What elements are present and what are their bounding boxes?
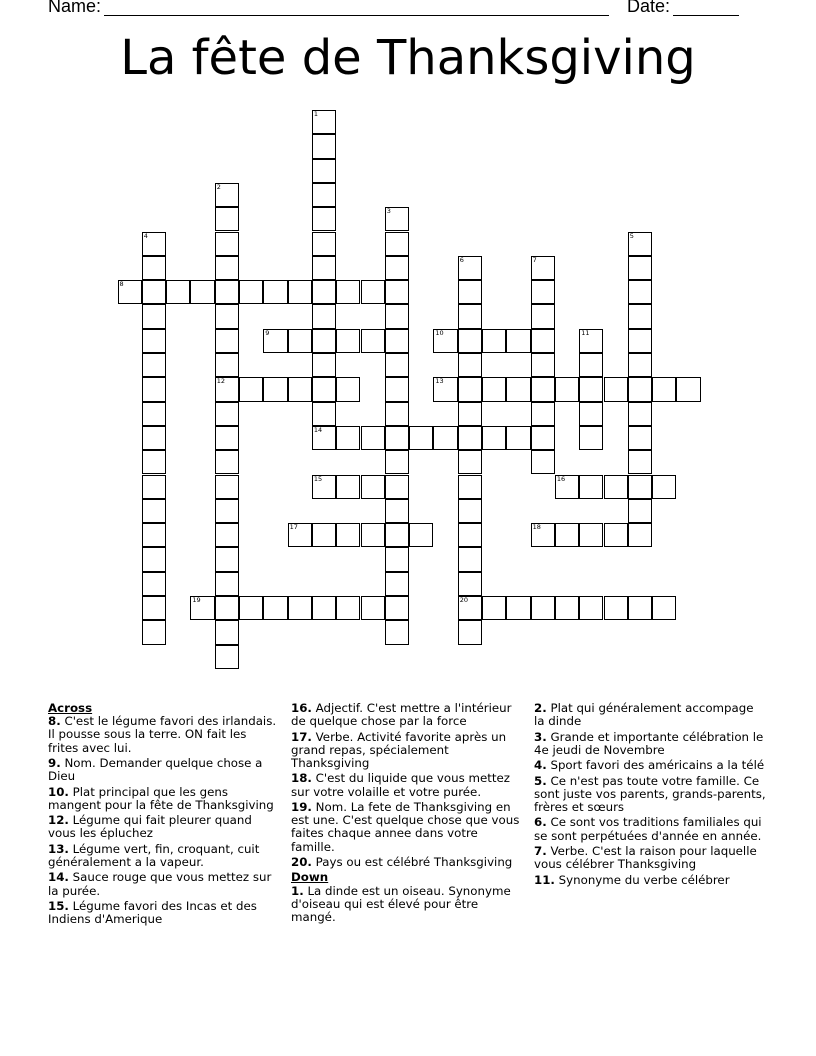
grid-cell[interactable] [579,523,603,547]
grid-cell[interactable] [579,596,603,620]
grid-cell[interactable] [385,523,409,547]
grid-cell[interactable] [531,280,555,304]
grid-cell[interactable] [312,110,336,134]
clue-text: Nom. La fete de Thanksgiving en est une. C'est quelque chose que vous faites chaque annee dans votre famille. [291,799,520,854]
grid-cell[interactable] [458,377,482,401]
clue-number-label: 2 [216,182,221,191]
clue-number: 13. [48,841,69,856]
grid-cell[interactable] [628,596,652,620]
grid-cell[interactable] [458,280,482,304]
clue-down [534,845,766,871]
grid-cell[interactable] [312,523,336,547]
clue-down [534,731,766,757]
grid-cell[interactable] [531,353,555,377]
grid-cell[interactable] [142,620,166,644]
clue-number-label: 11 [581,328,590,337]
clue-text: Sport favori des américains a la télé [546,758,765,773]
grid-cell[interactable] [458,304,482,328]
grid-cell[interactable] [312,232,336,256]
grid-cell[interactable] [288,523,312,547]
grid-cell[interactable] [628,499,652,523]
grid-cell[interactable] [531,377,555,401]
down-heading: Down [291,870,329,885]
grid-cell[interactable] [215,232,239,256]
clue-number-label: 18 [532,523,541,532]
clue-across [48,900,280,926]
clue-down [534,775,766,815]
clue-number: 4. [534,758,547,773]
grid-cell[interactable] [336,475,360,499]
clue-number: 6. [534,815,547,830]
grid-cell[interactable] [215,304,239,328]
clue-across [48,843,280,869]
grid-cell[interactable] [142,304,166,328]
grid-cell[interactable] [385,329,409,353]
clue-number-label: 12 [216,377,225,386]
grid-cell[interactable] [385,547,409,571]
grid-cell[interactable] [482,329,506,353]
grid-cell[interactable] [312,329,336,353]
grid-cell[interactable] [312,426,336,450]
clue-across [48,715,280,755]
grid-cell[interactable] [385,475,409,499]
clue-text: Synonyme du verbe célébrer [554,872,730,887]
grid-cell[interactable] [312,475,336,499]
clue-text: Verbe. Activité favorite après un grand repas, spécialement Thanksgiving [291,729,507,770]
clue-number: 19. [291,799,312,814]
clue-across [48,757,280,783]
grid-cell[interactable] [190,596,214,620]
clue-number: 15. [48,898,69,913]
grid-cell[interactable] [385,572,409,596]
grid-cell[interactable] [531,450,555,474]
clue-text: Grande et importante célébration le 4e jeudi de Novembre [534,729,764,757]
grid-cell[interactable] [239,377,263,401]
grid-cell[interactable] [433,426,457,450]
grid-cell[interactable] [458,523,482,547]
clue-number: 8. [48,714,61,729]
clue-number-label: 6 [459,255,464,264]
grid-cell[interactable] [142,596,166,620]
clue-text: Ce sont vos traditions familiales qui se sont perpétuées d'année en année. [534,815,762,843]
grid-cell[interactable] [142,523,166,547]
grid-cell[interactable] [385,377,409,401]
clue-down [534,816,766,842]
grid-cell[interactable] [215,329,239,353]
clue-number-label: 17 [289,523,298,532]
clue-number-label: 19 [192,596,201,604]
grid-cell[interactable] [190,280,214,304]
grid-cell[interactable] [215,256,239,280]
clue-number: 10. [48,784,69,799]
grid-cell[interactable] [458,475,482,499]
grid-cell[interactable] [628,402,652,426]
grid-cell[interactable] [628,523,652,547]
clue-number-label: 4 [143,231,148,240]
grid-cell[interactable] [142,377,166,401]
clue-number: 20. [291,854,312,869]
clue-down [534,874,766,887]
grid-cell[interactable] [385,280,409,304]
grid-cell[interactable] [628,450,652,474]
grid-cell[interactable] [312,134,336,158]
clue-number: 11. [534,872,555,887]
clues-column-2 [291,702,523,926]
clue-number: 1. [291,883,304,898]
grid-cell[interactable] [215,499,239,523]
grid-cell[interactable] [579,353,603,377]
grid-cell[interactable] [628,329,652,353]
clue-number-label: 9 [265,328,270,337]
grid-cell[interactable] [579,377,603,401]
grid-cell[interactable] [458,620,482,644]
grid-cell[interactable] [458,450,482,474]
grid-cell[interactable] [555,475,579,499]
grid-cell[interactable] [215,596,239,620]
clue-across [291,702,523,728]
grid-cell[interactable] [531,596,555,620]
grid-cell[interactable] [288,596,312,620]
grid-cell[interactable] [385,426,409,450]
grid-cell[interactable] [288,329,312,353]
grid-cell[interactable] [604,475,628,499]
grid-cell[interactable] [531,329,555,353]
grid-cell[interactable] [142,232,166,256]
clue-across [291,801,523,854]
grid-cell[interactable] [604,377,628,401]
grid-cell[interactable] [361,329,385,353]
grid-cell[interactable] [312,256,336,280]
grid-cell[interactable] [336,596,360,620]
grid-cell[interactable] [385,207,409,231]
grid-cell[interactable] [142,475,166,499]
grid-cell[interactable] [215,280,239,304]
grid-cell[interactable] [215,475,239,499]
grid-cell[interactable] [579,329,603,353]
grid-cell[interactable] [555,377,579,401]
grid-cell[interactable] [628,280,652,304]
grid-cell[interactable] [336,426,360,450]
grid-cell[interactable] [531,426,555,450]
clue-text: C'est le légume favori des irlandais. Il pousse sous la terre. ON fait les frites avec lui. [48,714,277,755]
clue-text: Plat principal que les gens mangent pour la fête de Thanksgiving [48,784,274,812]
grid-cell[interactable] [385,304,409,328]
clue-text: Nom. Demander quelque chose a Dieu [48,756,263,784]
grid-cell[interactable] [531,304,555,328]
clue-number-label: 16 [556,474,566,483]
date-label: Date: [627,0,671,16]
clue-across [48,786,280,812]
grid-cell[interactable] [506,329,530,353]
grid-cell[interactable] [142,329,166,353]
grid-cell[interactable] [361,523,385,547]
grid-cell[interactable] [142,402,166,426]
grid-cell[interactable] [215,645,239,669]
grid-cell[interactable] [361,426,385,450]
grid-cell[interactable] [628,426,652,450]
grid-cell[interactable] [385,232,409,256]
grid-cell[interactable] [385,620,409,644]
grid-cell[interactable] [215,620,239,644]
grid-cell[interactable] [215,523,239,547]
grid-cell[interactable] [652,596,676,620]
grid-cell[interactable] [628,232,652,256]
clue-text: Légume favori des Incas et des Indiens d'Amerique [48,898,257,927]
grid-cell[interactable] [361,596,385,620]
grid-cell[interactable] [385,499,409,523]
grid-cell[interactable] [215,450,239,474]
grid-cell[interactable] [385,596,409,620]
grid-cell[interactable] [215,207,239,231]
grid-cell[interactable] [604,596,628,620]
clue-number-label: 13 [435,377,444,386]
grid-cell[interactable] [409,523,433,547]
grid-cell[interactable] [312,183,336,207]
grid-cell[interactable] [458,499,482,523]
clue-number: 7. [534,843,547,858]
clue-number-label: 20 [459,596,468,604]
clue-number: 3. [534,729,547,744]
grid-cell[interactable] [288,377,312,401]
clue-text: Légume vert, fin, croquant, cuit généralement a la vapeur. [48,841,260,869]
grid-cell[interactable] [142,572,166,596]
clue-text: Sauce rouge que vous mettez sur la purée. [48,870,272,898]
grid-cell[interactable] [215,572,239,596]
grid-cell[interactable] [458,329,482,353]
grid-cell[interactable] [361,280,385,304]
grid-cell[interactable] [506,596,530,620]
clue-number: 9. [48,756,61,770]
clue-number-label: 15 [313,474,323,483]
clue-across [291,731,523,771]
grid-cell[interactable] [676,377,700,401]
grid-cell[interactable] [555,596,579,620]
grid-cell[interactable] [482,596,506,620]
clue-number: 14. [48,870,69,885]
grid-cell[interactable] [312,596,336,620]
clue-across [48,871,280,897]
grid-cell[interactable] [215,402,239,426]
grid-cell[interactable] [506,426,530,450]
grid-cell[interactable] [263,596,287,620]
grid-cell[interactable] [312,159,336,183]
grid-cell[interactable] [385,353,409,377]
grid-cell[interactable] [385,402,409,426]
grid-cell[interactable] [652,377,676,401]
grid-cell[interactable] [482,377,506,401]
clue-text: Plat qui généralement accompage la dinde [534,701,754,729]
grid-cell[interactable] [628,353,652,377]
grid-cell[interactable] [506,377,530,401]
clue-across [48,814,280,840]
grid-cell[interactable] [263,329,287,353]
grid-cell[interactable] [458,353,482,377]
clue-across [291,856,523,869]
grid-cell[interactable] [166,280,190,304]
grid-cell[interactable] [652,475,676,499]
clue-text: C'est du liquide que vous mettez sur votre volaille et votre purée. [291,771,510,799]
grid-cell[interactable] [433,329,457,353]
clue-text: Adjectif. C'est mettre a l'intérieur de quelque chose par la force [291,701,512,729]
grid-cell[interactable] [482,426,506,450]
grid-cell[interactable] [458,596,482,620]
clue-number-label: 1 [313,110,319,118]
grid-cell[interactable] [628,304,652,328]
grid-cell[interactable] [579,475,603,499]
clue-text: Pays ou est célébré Thanksgiving [311,854,513,869]
grid-cell[interactable] [409,426,433,450]
grid-cell[interactable] [142,499,166,523]
clue-number: 18. [291,771,312,786]
clue-text: Verbe. C'est la raison pour laquelle vous célébrer Thanksgiving [534,843,757,872]
clue-across [291,772,523,798]
clue-down [534,702,766,728]
grid-cell[interactable] [361,475,385,499]
clue-number-label: 5 [629,231,634,240]
grid-cell[interactable] [458,572,482,596]
grid-cell[interactable] [215,426,239,450]
grid-cell[interactable] [628,377,652,401]
clues-column-3 [534,702,766,889]
grid-cell[interactable] [555,523,579,547]
clue-number: 16. [291,701,312,715]
grid-cell[interactable] [628,475,652,499]
clue-number-label: 3 [386,207,391,216]
grid-cell[interactable] [263,377,287,401]
grid-cell[interactable] [385,450,409,474]
grid-cell[interactable] [531,402,555,426]
grid-cell[interactable] [312,280,336,304]
clue-number-label: 8 [119,280,124,289]
grid-cell[interactable] [215,183,239,207]
grid-cell[interactable] [142,256,166,280]
grid-cell[interactable] [215,353,239,377]
clue-number-label: 14 [313,425,323,434]
grid-cell[interactable] [288,280,312,304]
clue-down [291,885,523,925]
grid-cell[interactable] [142,426,166,450]
grid-cell[interactable] [433,377,457,401]
grid-cell[interactable] [142,353,166,377]
grid-cell[interactable] [142,450,166,474]
grid-cell[interactable] [531,256,555,280]
grid-cell[interactable] [458,256,482,280]
grid-cell[interactable] [239,596,263,620]
grid-cell[interactable] [215,377,239,401]
grid-cell[interactable] [215,547,239,571]
grid-cell[interactable] [336,280,360,304]
grid-cell[interactable] [336,377,360,401]
grid-cell[interactable] [531,523,555,547]
grid-cell[interactable] [458,547,482,571]
page-title: La fête de Thanksgiving [120,30,696,86]
grid-cell[interactable] [579,426,603,450]
grid-cell[interactable] [579,402,603,426]
grid-cell[interactable] [458,426,482,450]
grid-cell[interactable] [142,547,166,571]
clue-number: 12. [48,813,69,828]
grid-cell[interactable] [312,304,336,328]
grid-cell[interactable] [312,402,336,426]
grid-cell[interactable] [263,280,287,304]
clue-text: Légume qui fait pleurer quand vous les épluchez [48,813,252,841]
clue-number-label: 7 [532,255,537,264]
grid-cell[interactable] [628,256,652,280]
clue-number: 17. [291,729,312,744]
grid-cell[interactable] [312,353,336,377]
across-heading: Across [48,701,93,715]
grid-cell[interactable] [604,523,628,547]
grid-cell[interactable] [239,280,263,304]
grid-cell[interactable] [118,280,142,304]
clue-text: Ce n'est pas toute votre famille. Ce sont juste vos parents, grands-parents, frères et sœurs [534,773,766,814]
grid-cell[interactable] [336,523,360,547]
clue-number: 5. [534,773,547,788]
clue-number-label: 10 [435,328,444,337]
grid-cell[interactable] [142,280,166,304]
grid-cell[interactable] [336,329,360,353]
grid-cell[interactable] [458,402,482,426]
name-label: Name: [48,0,102,16]
grid-cell[interactable] [312,377,336,401]
clues-column-1 [48,702,280,929]
clue-down [534,759,766,772]
clue-text: La dinde est un oiseau. Synonyme d'oiseau qui est élevé pour être mangé. [291,883,511,924]
grid-cell[interactable] [312,207,336,231]
clue-number: 2. [534,701,547,715]
grid-cell[interactable] [385,256,409,280]
